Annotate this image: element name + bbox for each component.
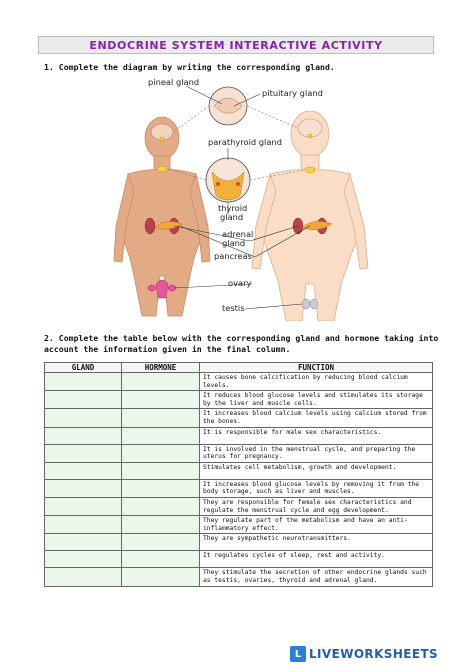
function-cell: It increases blood calcium levels using calcium stored from the bones. bbox=[200, 409, 433, 427]
hormone-input[interactable] bbox=[122, 462, 200, 479]
table-row bbox=[45, 391, 433, 409]
label-pineal-gland: pineal gland bbox=[148, 77, 200, 87]
gland-input[interactable] bbox=[45, 409, 122, 427]
liveworksheets-footer bbox=[290, 645, 438, 663]
function-cell: It reduces blood glucose levels and stimulates its storage by the liver and muscle cells. bbox=[200, 391, 433, 409]
hormone-input[interactable] bbox=[122, 516, 200, 534]
gland-input[interactable] bbox=[45, 568, 122, 586]
label-thyroid-gland: gland bbox=[220, 212, 244, 222]
label-thyroid: thyroid bbox=[218, 203, 248, 213]
question-1-instruction: 1. Complete the diagram by writing the corresponding gland. bbox=[44, 62, 335, 72]
page-title: ENDOCRINE SYSTEM INTERACTIVE ACTIVITY bbox=[89, 38, 383, 52]
hormone-input[interactable] bbox=[122, 444, 200, 462]
header-hormone: HORMONE bbox=[122, 363, 200, 373]
table-row bbox=[45, 497, 433, 515]
table-row bbox=[45, 427, 433, 444]
hormone-input[interactable] bbox=[122, 568, 200, 586]
gland-input[interactable] bbox=[45, 551, 122, 568]
gland-input[interactable] bbox=[45, 444, 122, 462]
hormone-input[interactable] bbox=[122, 534, 200, 551]
gland-input[interactable] bbox=[45, 462, 122, 479]
gland-input[interactable] bbox=[45, 534, 122, 551]
hormone-input[interactable] bbox=[122, 427, 200, 444]
hormone-input[interactable] bbox=[122, 551, 200, 568]
gland-input[interactable] bbox=[45, 427, 122, 444]
table-row bbox=[45, 479, 433, 497]
function-cell: It regulates cycles of sleep, rest and activity. bbox=[200, 551, 433, 568]
function-cell: It is responsible for male sex characteristics. bbox=[200, 427, 433, 444]
table-header-row bbox=[45, 363, 433, 373]
label-pancreas: pancreas bbox=[214, 251, 252, 261]
function-cell: They stimulate the secretion of other endocrine glands such as testis, ovaries, thyroid and adrenal gland. bbox=[200, 568, 433, 586]
gland-input[interactable] bbox=[45, 373, 122, 391]
function-cell: They regulate part of the metabolism and have an anti-inflammatory effect. bbox=[200, 516, 433, 534]
function-cell: It is involved in the menstrual cycle, and preparing the uterus for pregnancy. bbox=[200, 444, 433, 462]
label-pituitary-gland: pituitary gland bbox=[262, 88, 323, 98]
header-function: FUNCTION bbox=[200, 363, 433, 373]
endocrine-diagram bbox=[110, 76, 370, 321]
gland-input[interactable] bbox=[45, 497, 122, 515]
function-cell: They are sympathetic neurotransmitters. bbox=[200, 534, 433, 551]
hormone-input[interactable] bbox=[122, 497, 200, 515]
hormone-input[interactable] bbox=[122, 409, 200, 427]
label-ovary: ovary bbox=[228, 278, 252, 288]
table-row bbox=[45, 373, 433, 391]
table-row bbox=[45, 568, 433, 586]
function-cell: They are responsible for female sex characteristics and regulate the menstrual cycle and egg development. bbox=[200, 497, 433, 515]
hormone-input[interactable] bbox=[122, 479, 200, 497]
table-row bbox=[45, 409, 433, 427]
table-row bbox=[45, 551, 433, 568]
testes bbox=[302, 299, 318, 309]
table-row bbox=[45, 462, 433, 479]
title-bar bbox=[38, 36, 434, 54]
gland-input[interactable] bbox=[45, 479, 122, 497]
gland-hormone-table bbox=[44, 362, 433, 587]
table-row bbox=[45, 534, 433, 551]
function-cell: It causes bone calcification by reducing blood calcium levels. bbox=[200, 373, 433, 391]
question-2-instruction: 2. Complete the table below with the corresponding gland and hormone taking into account the information given in the final column. bbox=[44, 333, 439, 354]
label-adrenal-gland: gland bbox=[222, 238, 246, 248]
table-row bbox=[45, 444, 433, 462]
function-cell: Stimulates cell metabolism, growth and development. bbox=[200, 462, 433, 479]
label-testis: testis bbox=[222, 303, 245, 313]
label-adrenal: adrenal bbox=[222, 229, 254, 239]
header-gland: GLAND bbox=[45, 363, 122, 373]
label-parathyroid-gland: parathyroid gland bbox=[208, 137, 282, 147]
hormone-input[interactable] bbox=[122, 391, 200, 409]
liveworksheets-brand: LIVEWORKSHEETS bbox=[309, 647, 439, 661]
liveworksheets-logo-icon: L bbox=[290, 646, 306, 662]
table-row bbox=[45, 516, 433, 534]
hormone-input[interactable] bbox=[122, 373, 200, 391]
gland-input[interactable] bbox=[45, 516, 122, 534]
function-cell: It increases blood glucose levels by removing it from the body storage, such as liver and muscles. bbox=[200, 479, 433, 497]
gland-input[interactable] bbox=[45, 391, 122, 409]
